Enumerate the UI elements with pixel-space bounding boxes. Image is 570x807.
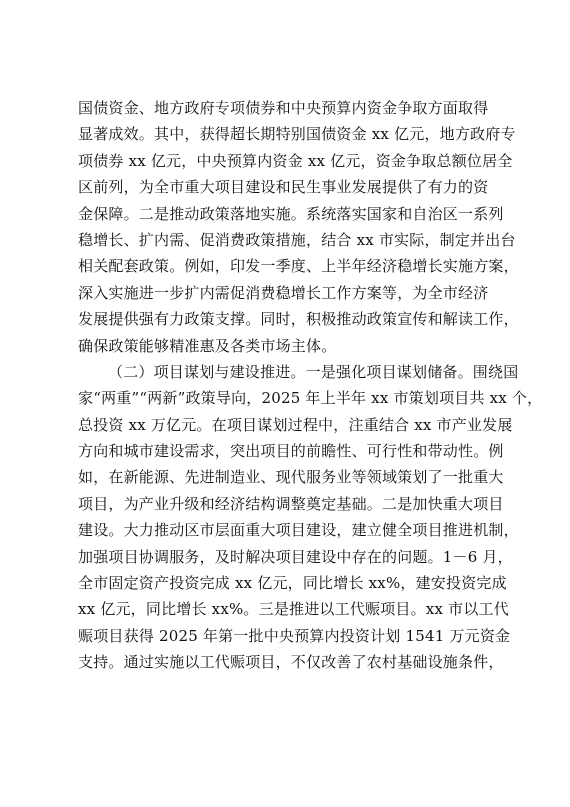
text-line: 家“两重”“两新”政策导向，2025 年上半年 xx 市策划项目共 xx 个，: [78, 389, 543, 408]
text-line: 区前列，为全市重大项目建设和民生事业发展提供了有力的资: [78, 178, 489, 197]
text-line: 发展提供强有力政策支撑。同时，积极推动政策宣传和解读工作，: [78, 310, 519, 329]
text-line: 项目，为产业升级和经济结构调整奠定基础。二是加快重大项目: [78, 494, 504, 513]
text-line: 赈项目获得 2025 年第一批中央预算内投资计划 1541 万元资金: [78, 626, 511, 645]
text-line: xx 亿元，同比增长 xx%。三是推进以工代赈项目。xx 市以工代: [78, 600, 509, 619]
text-line: 深入实施进一步扩内需促消费稳增长工作方案等，为全市经济: [78, 283, 489, 302]
text-line: 如，在新能源、先进制造业、现代服务业等领域策划了一批重大: [78, 468, 504, 487]
body-text: [78, 95, 543, 676]
text-line: 建设。大力推动区市层面重大项目建设，建立健全项目推进机制，: [78, 521, 519, 540]
text-line: 方向和城市建设需求，突出项目的前瞻性、可行性和带动性。例: [78, 442, 504, 461]
text-line: 支持。通过实施以工代赈项目，不仅改善了农村基础设施条件，: [78, 653, 504, 672]
text-line: 相关配套政策。例如，印发一季度、上半年经济稳增长实施方案，: [78, 257, 519, 276]
text-line: 确保政策能够精准惠及各类市场主体。: [78, 336, 337, 355]
text-line: 稳增长、扩内需、促消费政策措施，结合 xx 市实际，制定并出台: [78, 230, 516, 249]
text-line: 项债券 xx 亿元，中央预算内资金 xx 亿元，资金争取总额位居全: [78, 151, 513, 170]
text-line: 全市固定资产投资完成 xx 亿元，同比增长 xx%，建安投资完成: [78, 574, 507, 593]
text-line: 显著成效。其中，获得超长期特别国债资金 xx 亿元，地方政府专: [78, 125, 516, 144]
text-line: 总投资 xx 万亿元。在项目谋划过程中，注重结合 xx 市产业发展: [78, 415, 513, 434]
text-line: 加强项目协调服务，及时解决项目建设中存在的问题。1－6 月，: [78, 547, 513, 566]
text-line: 金保障。二是推动政策落地实施。系统落实国家和自治区一系列: [78, 204, 504, 223]
text-line: 国债资金、地方政府专项债券和中央预算内资金争取方面取得: [78, 99, 489, 117]
section-heading-line: （二）项目谋划与建设推进。一是强化项目谋划储备。围绕国: [108, 362, 519, 381]
